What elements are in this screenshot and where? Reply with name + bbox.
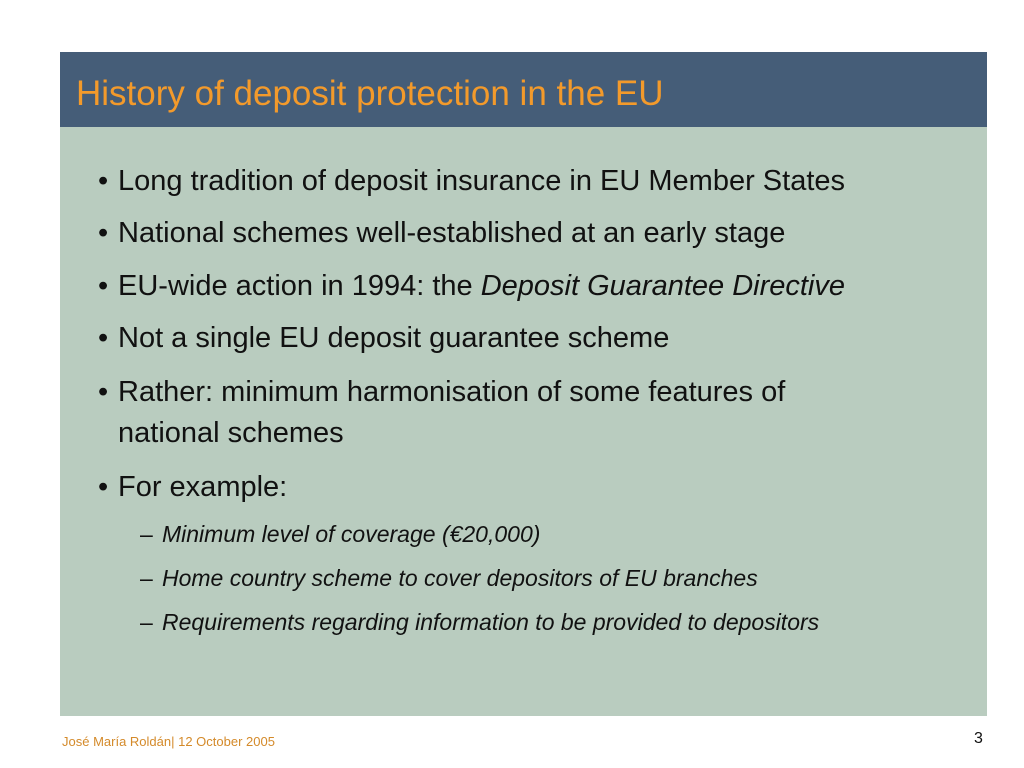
title-bar (60, 52, 987, 127)
content-panel (60, 127, 987, 716)
bullet-text (118, 372, 785, 454)
bullet-item (98, 161, 845, 202)
sub-bullet-item (140, 562, 758, 594)
sub-bullet-text: Minimum level of coverage (€20,000) (162, 521, 541, 547)
bullet-marker: • (98, 376, 109, 408)
bullet-marker: • (98, 270, 109, 302)
sub-bullet-marker: – (140, 565, 153, 591)
bullet-text-prefix: EU-wide action in 1994: the (118, 270, 481, 302)
bullet-text: Not a single EU deposit guarantee scheme (118, 322, 670, 354)
sub-bullet-item (140, 606, 819, 638)
sub-bullet-marker: – (140, 609, 153, 635)
bullet-item (98, 318, 669, 359)
bullet-text-line: Rather: minimum harmonisation of some features of (118, 376, 786, 408)
bullet-text (118, 266, 845, 307)
bullet-item (98, 467, 287, 508)
bullet-item (98, 372, 785, 454)
bullet-text: National schemes well-established at an early stage (118, 217, 786, 249)
directive-name: Deposit Guarantee Directive (480, 270, 846, 302)
sub-bullet-text: Home country scheme to cover depositors of EU branches (162, 565, 758, 591)
bullet-item (98, 213, 785, 254)
bullet-text: Long tradition of deposit insurance in EU Member States (118, 165, 846, 197)
bullet-text-line: national schemes (118, 417, 344, 449)
page-number: 3 (974, 730, 983, 747)
bullet-marker: • (98, 471, 109, 503)
bullet-marker: • (98, 165, 109, 197)
bullet-marker: • (98, 217, 109, 249)
sub-bullet-marker: – (140, 521, 153, 547)
bullet-marker: • (98, 322, 109, 354)
sub-bullet-item (140, 518, 540, 550)
footer-author-date: José María Roldán| 12 October 2005 (62, 734, 275, 749)
bullet-text: For example: (118, 471, 288, 503)
sub-bullet-text: Requirements regarding information to be provided to depositors (162, 609, 820, 635)
slide-title: History of deposit protection in the EU (76, 74, 664, 113)
bullet-item (98, 266, 845, 307)
